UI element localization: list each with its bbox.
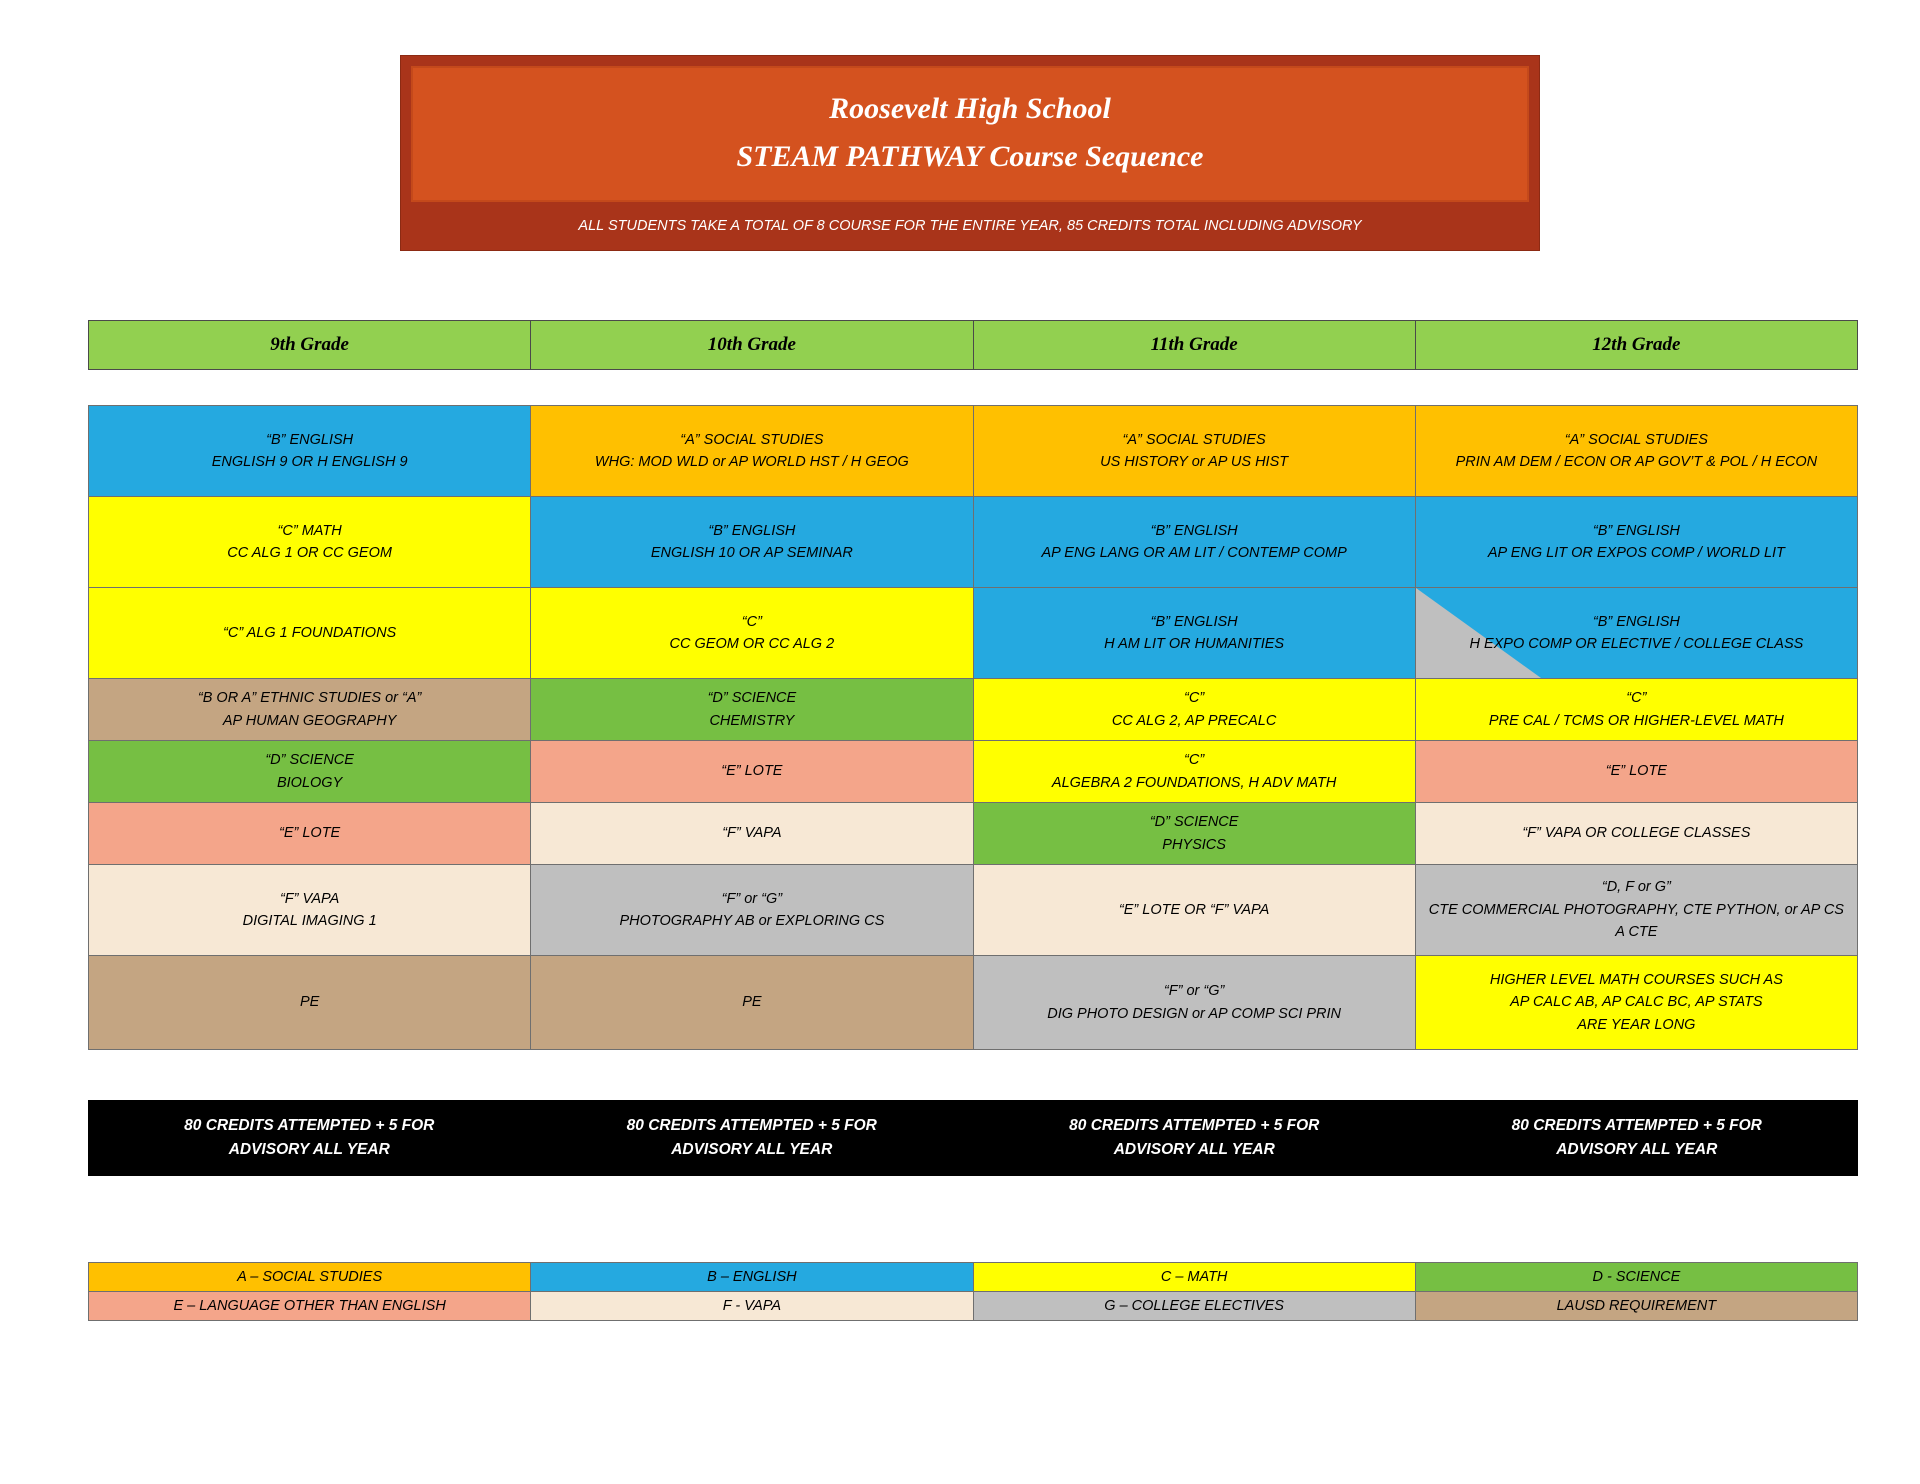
course-line: HIGHER LEVEL MATH COURSES SUCH AS bbox=[1489, 971, 1783, 988]
course-line: DIG PHOTO DESIGN or AP COMP SCI PRIN bbox=[1047, 1005, 1342, 1022]
course-line: H EXPO COMP OR ELECTIVE / COLLEGE CLASS bbox=[1469, 636, 1804, 652]
course-cell bbox=[89, 406, 530, 497]
course-line: “F” VAPA OR COLLEGE CLASSES bbox=[1522, 825, 1751, 842]
legend-row-2 bbox=[89, 1292, 1857, 1320]
course-line: AP HUMAN GEOGRAPHY bbox=[222, 712, 397, 729]
course-line: “A” SOCIAL STUDIES bbox=[1564, 431, 1708, 448]
course-line: “B” ENGLISH bbox=[1150, 613, 1238, 630]
course-cell bbox=[531, 588, 972, 679]
course-cell bbox=[531, 497, 972, 588]
course-cell bbox=[531, 741, 972, 803]
credits-line: ADVISORY ALL YEAR bbox=[671, 1141, 833, 1159]
course-line: US HISTORY or AP US HIST bbox=[1100, 454, 1289, 470]
course-column-11th bbox=[974, 406, 1416, 1049]
course-line: AP CALC AB, AP CALC BC, AP STATS bbox=[1510, 994, 1763, 1011]
course-cell bbox=[974, 497, 1415, 588]
course-line: “B” ENGLISH bbox=[266, 431, 354, 448]
legend-item-vapa: F - VAPA bbox=[531, 1292, 973, 1320]
course-line: H AM LIT OR HUMANITIES bbox=[1104, 636, 1285, 652]
course-line: CTE COMMERCIAL PHOTOGRAPHY, CTE PYTHON, or AP CS A CTE bbox=[1428, 901, 1844, 941]
credits-row bbox=[88, 1100, 1858, 1176]
credits-line: 80 CREDITS ATTEMPTED + 5 FOR bbox=[1511, 1117, 1762, 1134]
legend-item-social-studies: A – SOCIAL STUDIES bbox=[89, 1263, 531, 1292]
course-cell-split bbox=[1416, 588, 1857, 679]
course-cell bbox=[1416, 741, 1857, 803]
course-cell bbox=[1416, 679, 1857, 741]
color-legend bbox=[88, 1262, 1858, 1321]
legend-item-lausd-requirement: LAUSD REQUIREMENT bbox=[1416, 1292, 1857, 1320]
course-line: PHYSICS bbox=[1162, 836, 1226, 853]
course-line: “C” bbox=[1184, 752, 1205, 769]
course-cell-split bbox=[974, 865, 1415, 956]
course-cell bbox=[974, 588, 1415, 679]
course-line: ENGLISH 10 OR AP SEMINAR bbox=[650, 545, 853, 561]
legend-item-science: D - SCIENCE bbox=[1416, 1263, 1857, 1292]
legend-item-math: C – MATH bbox=[974, 1263, 1416, 1292]
credits-cell-12th bbox=[1416, 1100, 1859, 1176]
course-line: WHG: MOD WLD or AP WORLD HST / H GEOG bbox=[594, 454, 909, 470]
credits-line: 80 CREDITS ATTEMPTED + 5 FOR bbox=[184, 1117, 435, 1134]
course-line: “D” SCIENCE bbox=[707, 690, 797, 707]
course-cell bbox=[531, 865, 972, 956]
course-cell bbox=[1416, 956, 1857, 1049]
course-cell bbox=[974, 679, 1415, 741]
course-line: “E” LOTE OR “F” VAPA bbox=[1118, 901, 1270, 918]
course-cell bbox=[89, 865, 530, 956]
course-cell bbox=[974, 406, 1415, 497]
course-line: “A” SOCIAL STUDIES bbox=[680, 431, 824, 448]
course-grid bbox=[88, 405, 1858, 1050]
course-cell bbox=[89, 741, 530, 803]
grade-header-row bbox=[88, 320, 1858, 370]
course-cell bbox=[974, 741, 1415, 803]
course-cell bbox=[89, 956, 530, 1049]
course-line: BIOLOGY bbox=[276, 774, 343, 791]
course-cell bbox=[531, 803, 972, 865]
grade-header-12: 12th Grade bbox=[1416, 321, 1857, 369]
course-line: “C” bbox=[741, 613, 762, 630]
course-line: “B OR A” ETHNIC STUDIES or “A” bbox=[197, 690, 422, 707]
credits-line: ADVISORY ALL YEAR bbox=[1113, 1141, 1275, 1159]
course-line: “B” ENGLISH bbox=[1150, 522, 1238, 539]
course-line: “C” bbox=[1184, 690, 1205, 707]
credits-line: 80 CREDITS ATTEMPTED + 5 FOR bbox=[626, 1117, 877, 1134]
credits-cell-9th bbox=[88, 1100, 531, 1176]
course-cell bbox=[531, 679, 972, 741]
course-column-12th bbox=[1416, 406, 1857, 1049]
course-line: “D” SCIENCE bbox=[265, 752, 354, 769]
header-title-box bbox=[411, 66, 1529, 202]
course-line: “F” or “G” bbox=[1163, 983, 1225, 1000]
legend-row-1 bbox=[89, 1263, 1857, 1292]
course-line: ARE YEAR LONG bbox=[1577, 1016, 1696, 1033]
course-line: ENGLISH 9 OR H ENGLISH 9 bbox=[211, 454, 408, 470]
course-line: “F” or “G” bbox=[721, 890, 783, 907]
course-line: CHEMISTRY bbox=[709, 712, 795, 729]
course-cell bbox=[89, 803, 530, 865]
course-line: “A” SOCIAL STUDIES bbox=[1122, 431, 1266, 448]
course-line: CC GEOM OR CC ALG 2 bbox=[669, 636, 835, 652]
grade-header-9: 9th Grade bbox=[89, 321, 531, 369]
course-cell bbox=[89, 588, 530, 679]
grade-header-10: 10th Grade bbox=[531, 321, 973, 369]
course-line: “B” ENGLISH bbox=[1592, 522, 1680, 539]
course-line: PE bbox=[299, 994, 320, 1011]
course-cell bbox=[531, 406, 972, 497]
course-cell bbox=[974, 956, 1415, 1049]
course-line: AP ENG LANG OR AM LIT / CONTEMP COMP bbox=[1041, 545, 1347, 561]
course-line: CC ALG 1 OR CC GEOM bbox=[227, 545, 392, 561]
course-line: PE bbox=[742, 994, 762, 1011]
course-column-10th bbox=[531, 406, 973, 1049]
course-line: “B” ENGLISH bbox=[1592, 613, 1680, 630]
course-cell bbox=[1416, 497, 1857, 588]
course-line: “C” bbox=[1626, 690, 1647, 707]
course-line: CC ALG 2, AP PRECALC bbox=[1111, 712, 1277, 729]
course-cell bbox=[1416, 406, 1857, 497]
course-line: “E” LOTE bbox=[1605, 763, 1667, 780]
course-line: “D” SCIENCE bbox=[1149, 814, 1239, 831]
course-cell bbox=[89, 679, 530, 741]
credits-line: 80 CREDITS ATTEMPTED + 5 FOR bbox=[1069, 1117, 1320, 1134]
credits-line: ADVISORY ALL YEAR bbox=[1556, 1141, 1718, 1159]
course-line: PRE CAL / TCMS OR HIGHER-LEVEL MATH bbox=[1488, 712, 1784, 729]
course-cell bbox=[1416, 865, 1857, 956]
legend-item-lote: E – LANGUAGE OTHER THAN ENGLISH bbox=[89, 1292, 531, 1320]
header-subtitle: ALL STUDENTS TAKE A TOTAL OF 8 COURSE FOR THE ENTIRE YEAR, 85 CREDITS TOTAL INCLUDING ADVISORY bbox=[578, 218, 1362, 234]
course-line: “E” LOTE bbox=[279, 825, 341, 842]
document-header bbox=[400, 55, 1540, 251]
legend-item-college-electives: G – COLLEGE ELECTIVES bbox=[974, 1292, 1416, 1320]
course-line: ALGEBRA 2 FOUNDATIONS, H ADV MATH bbox=[1051, 774, 1337, 791]
legend-item-english: B – ENGLISH bbox=[531, 1263, 973, 1292]
course-line: “B” ENGLISH bbox=[708, 522, 796, 539]
course-cell bbox=[531, 956, 972, 1049]
course-line: “F” VAPA bbox=[722, 825, 782, 842]
grade-header-11: 11th Grade bbox=[974, 321, 1416, 369]
course-line: “F” VAPA bbox=[279, 890, 340, 907]
course-line: “C” MATH bbox=[277, 522, 342, 539]
course-cell bbox=[974, 803, 1415, 865]
credits-line: ADVISORY ALL YEAR bbox=[228, 1141, 390, 1159]
course-line: DIGITAL IMAGING 1 bbox=[242, 913, 377, 929]
course-line: PRIN AM DEM / ECON OR AP GOV’T & POL / H ECON bbox=[1455, 454, 1818, 470]
course-line: “C” ALG 1 FOUNDATIONS bbox=[223, 624, 397, 641]
school-name: Roosevelt High School bbox=[829, 92, 1111, 125]
pathway-title: STEAM PATHWAY Course Sequence bbox=[736, 140, 1204, 173]
credits-cell-11th bbox=[973, 1100, 1416, 1176]
course-cell bbox=[89, 497, 530, 588]
course-line: “E” LOTE bbox=[721, 763, 783, 780]
course-cell bbox=[1416, 803, 1857, 865]
course-line: PHOTOGRAPHY AB or EXPLORING CS bbox=[619, 913, 885, 929]
credits-cell-10th bbox=[531, 1100, 974, 1176]
course-line: AP ENG LIT OR EXPOS COMP / WORLD LIT bbox=[1487, 545, 1785, 561]
course-column-9th bbox=[89, 406, 531, 1049]
course-line: “D, F or G” bbox=[1601, 879, 1671, 896]
